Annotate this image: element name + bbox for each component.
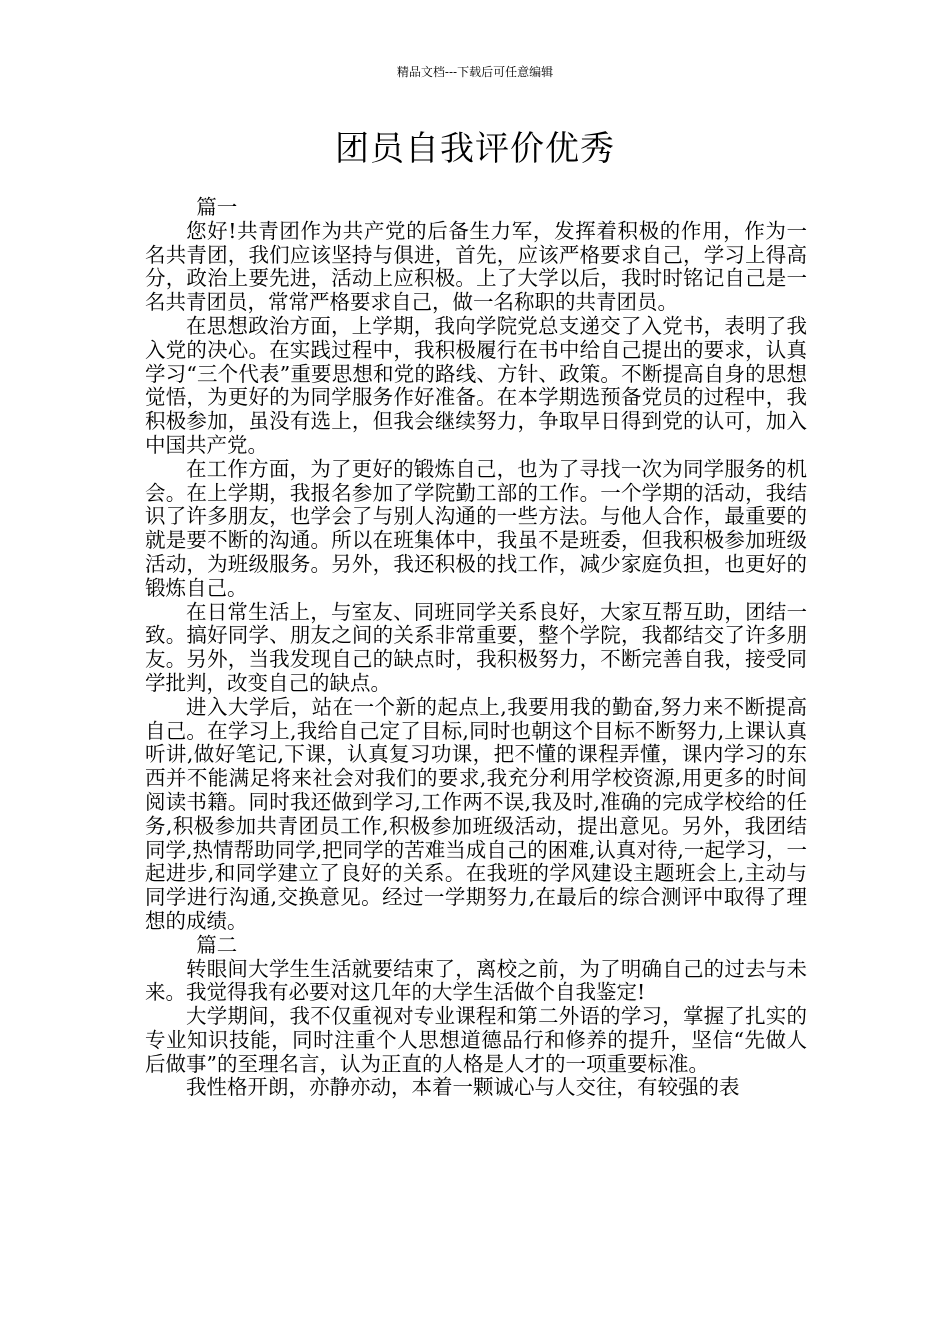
paragraph: 您好!共青团作为共产党的后备生力军，发挥着积极的作用，作为一名共青团，我们应该坚持与俱进，首先，应该严格要求自己，学习上得高分，政治上要先进，活动上应积极。上了大学以后，我时时铭记自己是一名共青团员，常常严格要求自己，做一名称职的共青团员。 (145, 218, 807, 315)
paragraph: 在工作方面，为了更好的锻炼自己，也为了寻找一次为同学服务的机会。在上学期，我报名参加了学院勤工部的工作。一个学期的活动，我结识了许多朋友，也学会了与别人沟通的一些方法。与他人合作，最重要的就是要不断的沟通。所以在班集体中，我虽不是班委，但我积极参加班级活动，为班级服务。另外，我还积极的找工作，减少家庭负担，也更好的锻炼自己。 (145, 456, 807, 600)
paragraph: 大学期间，我不仅重视对专业课程和第二外语的学习，掌握了扎实的专业知识技能，同时注重个人思想道德品行和修养的提升，坚信“先做人后做事”的至理名言，认为正直的人格是人才的一项重要标准。 (145, 1004, 807, 1076)
paragraph: 转眼间大学生生活就要结束了，离校之前，为了明确自己的过去与未来。我觉得我有必要对这几年的大学生活做个自我鉴定! (145, 956, 807, 1005)
paragraph: 在日常生活上，与室友、同班同学关系良好，大家互帮互助，团结一致。搞好同学、朋友之间的关系非常重要，整个学院，我都结交了许多朋友。另外，当我发现自己的缺点时，我积极努力，不断完善自我，接受同学批判，改变自己的缺点。 (145, 599, 807, 695)
document-title: 团员自我评价优秀 (335, 129, 615, 169)
paragraph: 我性格开朗，亦静亦动，本着一颗诚心与人交往，有较强的表 (186, 1075, 740, 1100)
section-label-1: 篇一 (196, 195, 238, 219)
paragraph: 在思想政治方面，上学期，我向学院党总支递交了入党书，表明了我入党的决心。在实践过程中，我积极履行在书中给自己提出的要求，认真学习“三个代表”重要思想和党的路线、方针、政策。不断提高自身的思想觉悟，为更好的为同学服务作好准备。在本学期选预备党员的过程中，我积极参加，虽没有选上，但我会继续努力，争取早日得到党的认可，加入中国共产党。 (145, 313, 807, 457)
paragraph: 进入大学后，站在一个新的起点上,我要用我的勤奋,努力来不断提高自己。在学习上,我给自己定了目标,同时也朝这个目标不断努力,上课认真听讲,做好笔记,下课，认真复习功课，把不懂的课程弄懂，课内学习的东西并不能满足将来社会对我们的要求,我充分利用学校资源,用更多的时间阅读书籍。同时我还做到学习,工作两不误,我及时,准确的完成学校给的任务,积极参加共青团员工作,积极参加班级活动，提出意见。另外，我团结同学,热情帮助同学,把同学的苦难当成自己的困难,认真对待,一起学习，一起进步,和同学建立了良好的关系。在我班的学风建设主题班会上,主动与同学进行沟通,交换意见。经过一学期努力,在最后的综合测评中取得了理想的成绩。 (145, 694, 807, 933)
section-label-2: 篇二 (196, 932, 238, 957)
document-body (145, 196, 807, 1100)
header-note: 精品文档---下载后可任意编辑 (396, 65, 554, 79)
